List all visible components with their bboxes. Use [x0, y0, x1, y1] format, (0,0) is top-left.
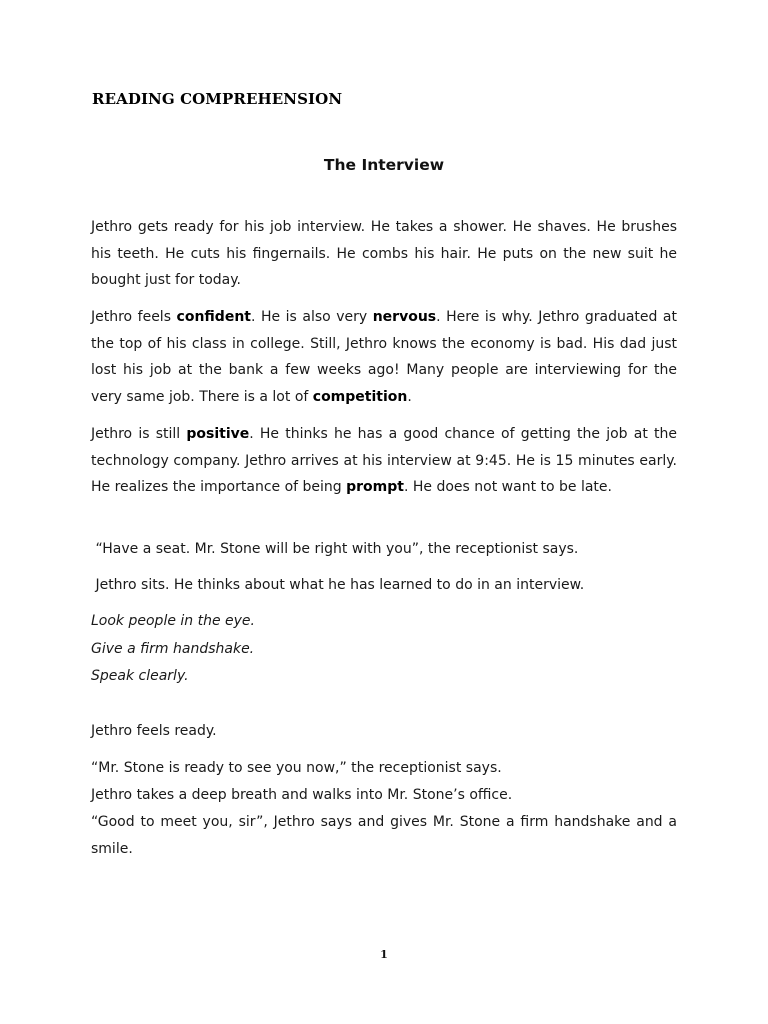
- quote-receptionist-seat: “Have a seat. Mr. Stone will be right with you”, the receptionist says.: [91, 541, 579, 557]
- paragraph-text: .: [407, 388, 412, 405]
- paragraph-preparation: Jethro gets ready for his job interview. He takes a shower. He shaves. He brushes his teeth. He cuts his fingernails. He combs his hair. He puts on the new suit he bought just for today.: [91, 219, 677, 289]
- paragraph-text: . He thinks he has a good chance of getting the job at the technology company. Jethro arrives at his interview at 9:45. He is 15 minutes early. He realizes the importance of being: [91, 426, 677, 496]
- line-jethro-ready: Jethro feels ready.: [91, 723, 217, 739]
- story-title: The Interview: [323, 156, 445, 174]
- tip-item-speak: Speak clearly.: [91, 668, 189, 684]
- vocab-word-positive: positive: [186, 426, 250, 442]
- paragraph-text: . He is also very: [250, 309, 373, 325]
- page-number: 1: [380, 948, 388, 961]
- paragraph-arrival: [91, 421, 677, 501]
- line-walks-in: Jethro takes a deep breath and walks into Mr. Stone’s office.: [91, 787, 513, 803]
- quote-greeting: “Good to meet you, sir”, Jethro says and gives Mr. Stone a firm handshake and a smile.: [91, 814, 677, 857]
- paragraph-text: . Here is why. Jethro graduated at the top of his class in college. Still, Jethro knows the economy is bad. His dad just lost his job at the bank a few weeks ago! Many people are interviewing for the very same job. There is a lot of: [91, 309, 678, 405]
- vocab-word-prompt: prompt: [346, 479, 404, 496]
- vocab-word-confident: confident: [176, 309, 251, 325]
- line-jethro-sits: Jethro sits. He thinks about what he has learned to do in an interview.: [91, 577, 585, 593]
- paragraph-feelings: [91, 304, 677, 410]
- paragraph-text: Jethro is still: [91, 426, 187, 442]
- tip-item-eye: Look people in the eye.: [91, 613, 255, 629]
- vocab-word-nervous: nervous: [372, 309, 437, 325]
- quote-receptionist-ready: “Mr. Stone is ready to see you now,” the receptionist says.: [91, 760, 502, 776]
- tip-item-handshake: Give a firm handshake.: [91, 641, 255, 657]
- paragraph-text: Jethro feels: [91, 309, 177, 325]
- vocab-word-competition: competition: [312, 388, 408, 405]
- section-heading: READING COMPREHENSION: [92, 90, 343, 108]
- paragraph-text: . He does not want to be late.: [403, 479, 612, 496]
